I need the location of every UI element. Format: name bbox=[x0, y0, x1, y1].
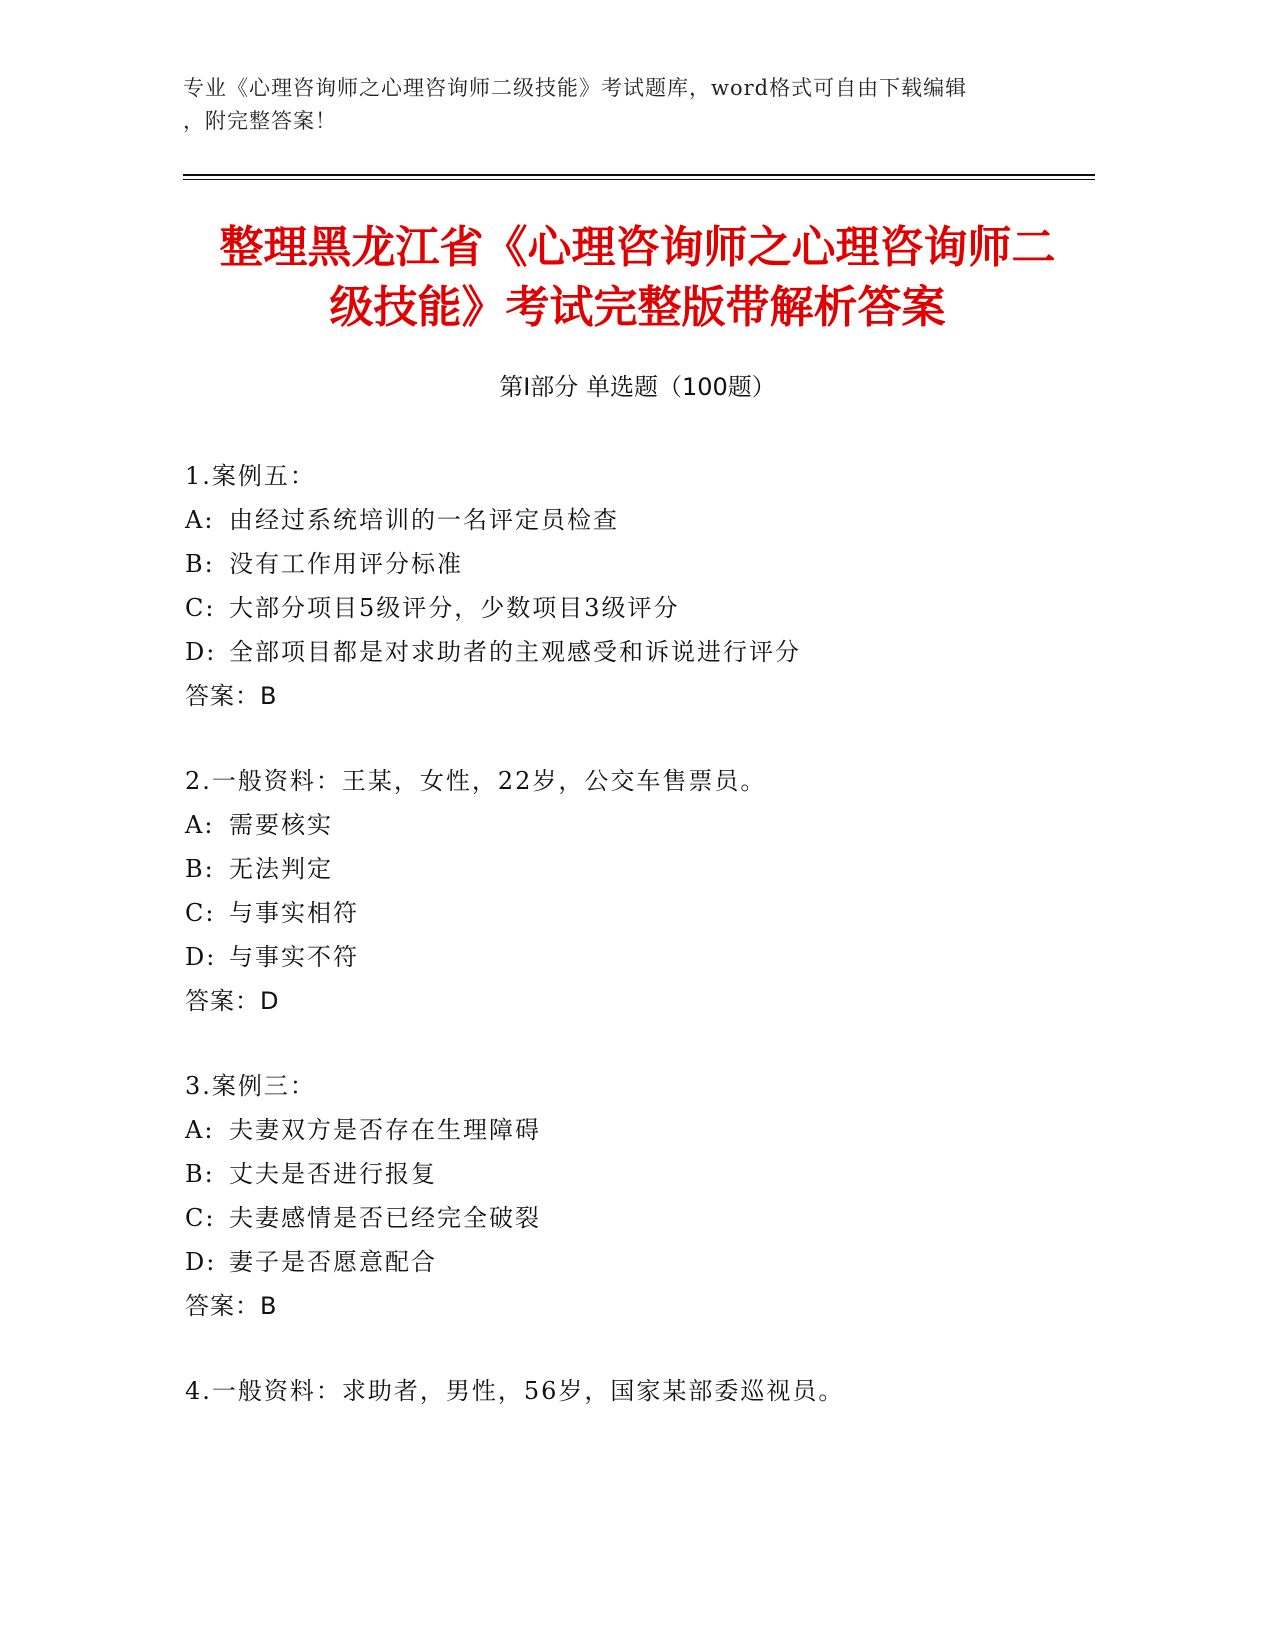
option-key: D: bbox=[185, 1248, 217, 1276]
option-b bbox=[185, 847, 1115, 891]
option-text: 与事实相符 bbox=[229, 899, 359, 927]
option-key: D: bbox=[185, 943, 217, 971]
header-note-line-2: ，附完整答案！ bbox=[183, 109, 337, 133]
section-heading: 第Ⅰ部分 单选题（100题） bbox=[499, 373, 776, 401]
option-text: 大部分项目5级评分，少数项目3级评分 bbox=[229, 594, 680, 622]
option-key: A: bbox=[185, 1116, 215, 1144]
option-text: 与事实不符 bbox=[229, 943, 359, 971]
option-key: A: bbox=[185, 506, 215, 534]
option-b bbox=[185, 1152, 1115, 1196]
option-key: C: bbox=[185, 1204, 216, 1232]
option-text: 没有工作用评分标准 bbox=[229, 550, 463, 578]
option-key: B: bbox=[185, 550, 215, 578]
option-key: B: bbox=[185, 1160, 215, 1188]
question-2 bbox=[185, 759, 1115, 1023]
option-text: 需要核实 bbox=[229, 811, 333, 839]
option-d bbox=[185, 630, 1115, 674]
header-note-line-1: 专业《心理咨询师之心理咨询师二级技能》考试题库，word格式可自由下载编辑 bbox=[183, 76, 968, 100]
option-text: 丈夫是否进行报复 bbox=[229, 1160, 437, 1188]
option-text: 夫妻双方是否存在生理障碍 bbox=[229, 1116, 541, 1144]
question-4 bbox=[185, 1369, 1115, 1413]
option-text: 由经过系统培训的一名评定员检查 bbox=[229, 506, 619, 534]
option-text: 夫妻感情是否已经完全破裂 bbox=[229, 1204, 541, 1232]
option-d bbox=[185, 935, 1115, 979]
option-b bbox=[185, 542, 1115, 586]
option-a bbox=[185, 498, 1115, 542]
option-text: 无法判定 bbox=[229, 855, 333, 883]
document-title bbox=[150, 218, 1125, 338]
header-divider-thin bbox=[183, 179, 1095, 180]
document-title-line-1: 整理黑龙江省《心理咨询师之心理咨询师二 bbox=[219, 222, 1056, 273]
question-3 bbox=[185, 1064, 1115, 1328]
answer-label: 答案：B bbox=[185, 682, 278, 710]
question-stem: 1.案例五： bbox=[185, 462, 316, 490]
option-a bbox=[185, 803, 1115, 847]
question-stem: 3.案例三： bbox=[185, 1072, 316, 1100]
answer-label: 答案：B bbox=[185, 1292, 278, 1320]
answer-label: 答案：D bbox=[185, 987, 280, 1015]
option-key: C: bbox=[185, 899, 216, 927]
option-d bbox=[185, 1240, 1115, 1284]
option-key: B: bbox=[185, 855, 215, 883]
option-key: D: bbox=[185, 638, 217, 666]
question-stem: 4.一般资料：求助者，男性，56岁，国家某部委巡视员。 bbox=[185, 1377, 845, 1405]
option-text: 妻子是否愿意配合 bbox=[229, 1248, 437, 1276]
header-note bbox=[183, 72, 1083, 138]
question-1 bbox=[185, 454, 1115, 718]
option-c bbox=[185, 586, 1115, 630]
header-divider-thick bbox=[183, 174, 1095, 176]
document-title-line-2: 级技能》考试完整版带解析答案 bbox=[329, 282, 946, 333]
option-c bbox=[185, 891, 1115, 935]
option-key: C: bbox=[185, 594, 216, 622]
question-stem: 2.一般资料：王某，女性，22岁，公交车售票员。 bbox=[185, 767, 767, 795]
option-c bbox=[185, 1196, 1115, 1240]
option-a bbox=[185, 1108, 1115, 1152]
option-key: A: bbox=[185, 811, 215, 839]
option-text: 全部项目都是对求助者的主观感受和诉说进行评分 bbox=[229, 638, 801, 666]
